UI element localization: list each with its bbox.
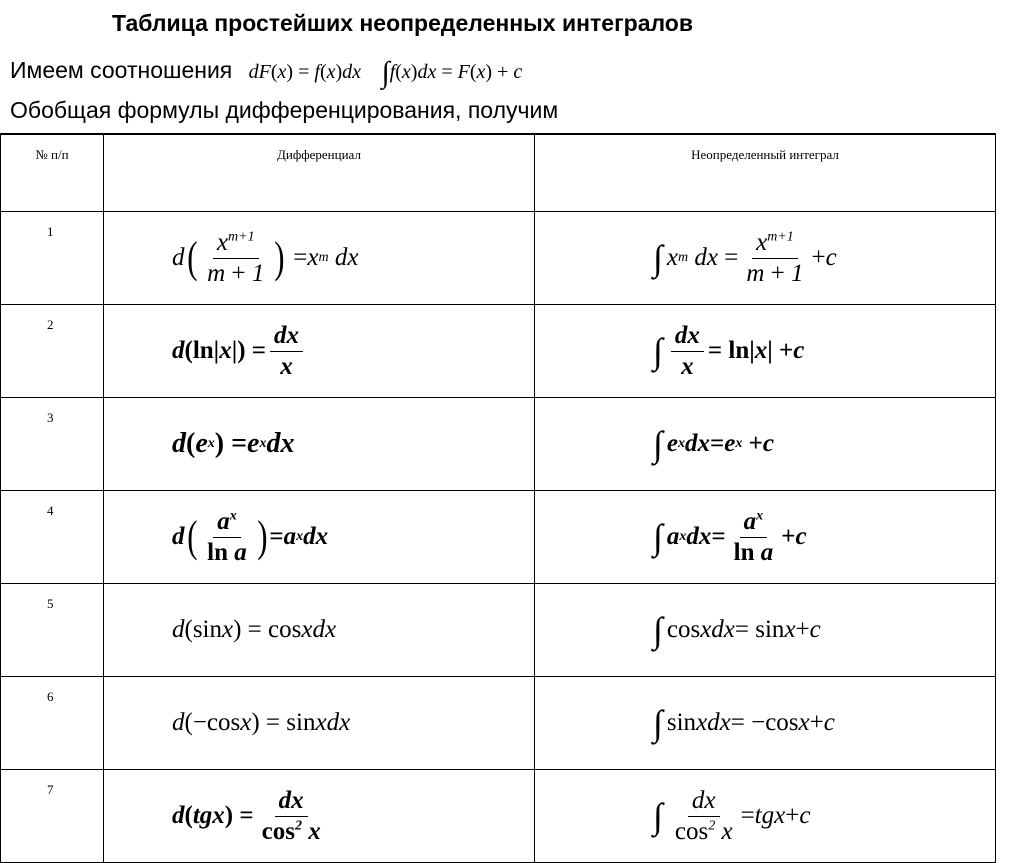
row-number: 1 — [1, 212, 104, 305]
formula-differential-7: d ( tgx ) = $\frac{dx}{\cos^2 x}$ — [172, 787, 321, 845]
formula-integral-2: ∫ $\frac{dx}{x}$ = ln| x | + c — [653, 322, 805, 380]
formula-differential-5: d (sin x ) = cos xdx — [172, 616, 337, 643]
differential-cell — [104, 398, 535, 491]
formula-differential-1: d ( $\frac{x^{m+1}}{m + 1}$ ) = x m dx — [172, 229, 359, 287]
page-title: Таблица простейших неопределенных интегралов — [112, 10, 693, 36]
row-number: 5 — [1, 584, 104, 677]
formula-differential-4: d ( $\frac{a^x}{\text{ln a}}$ ) = a x dx — [172, 508, 329, 566]
header-number: № п/п — [1, 134, 104, 212]
formula-integral-5: ∫ cos xdx = sin x + c — [653, 610, 821, 650]
formula-integral-3: ∫ e x dx = e x + c — [653, 424, 774, 464]
header-integral: Неопределенный интеграл — [535, 134, 996, 212]
differential-cell — [104, 770, 535, 863]
integral-cell — [535, 584, 996, 677]
integral-cell — [535, 305, 996, 398]
row-number: 3 — [1, 398, 104, 491]
table-header-row — [1, 134, 996, 212]
row-number: 4 — [1, 491, 104, 584]
differential-cell — [104, 305, 535, 398]
formula-differential-6: d (−cos x ) = sin xdx — [172, 709, 351, 736]
formula-integral-4: ∫ a x dx = $\frac{a^x}{\text{ln a}}$ + c — [653, 508, 807, 566]
table-row — [1, 305, 996, 398]
table-row — [1, 398, 996, 491]
differential-cell — [104, 491, 535, 584]
table-row — [1, 584, 996, 677]
formula-differential-3: d ( e x ) = e x dx — [172, 428, 295, 459]
integral-cell — [535, 491, 996, 584]
integral-cell — [535, 677, 996, 770]
table-row — [1, 770, 996, 863]
formula-integral-7: ∫ $\frac{dx}{\cos^2 x}$ = tgx + c — [653, 787, 811, 845]
row-number: 6 — [1, 677, 104, 770]
integral-cell — [535, 770, 996, 863]
differential-cell — [104, 677, 535, 770]
differential-cell — [104, 584, 535, 677]
row-number: 7 — [1, 770, 104, 863]
header-differential: Дифференциал — [104, 134, 535, 212]
differential-cell — [104, 212, 535, 305]
formula-differential-2: d (ln| x |) = $\frac{dx}{x}$ — [172, 322, 534, 380]
integrals-table — [0, 133, 996, 863]
table-row — [1, 677, 996, 770]
formula-integral-1: ∫ x m dx = $\frac{x^{m+1}}{m + 1}$ + c — [653, 229, 837, 287]
table-row — [1, 212, 996, 305]
formula-integral-6: ∫ sin xdx = −cos x + c — [653, 703, 835, 743]
integral-cell — [535, 212, 996, 305]
table-row — [1, 491, 996, 584]
row-number: 2 — [1, 305, 104, 398]
relation-label: Имеем соотношения — [10, 57, 233, 83]
generalization-text: Обобщая формулы дифференцирования, получим — [10, 97, 559, 123]
relation-formula-2: ∫f(x)dx = F(x) + c — [381, 56, 523, 89]
relation-formula-1: dF(x) = f(x)dx — [248, 61, 362, 83]
relation-line — [10, 56, 522, 90]
integral-cell — [535, 398, 996, 491]
